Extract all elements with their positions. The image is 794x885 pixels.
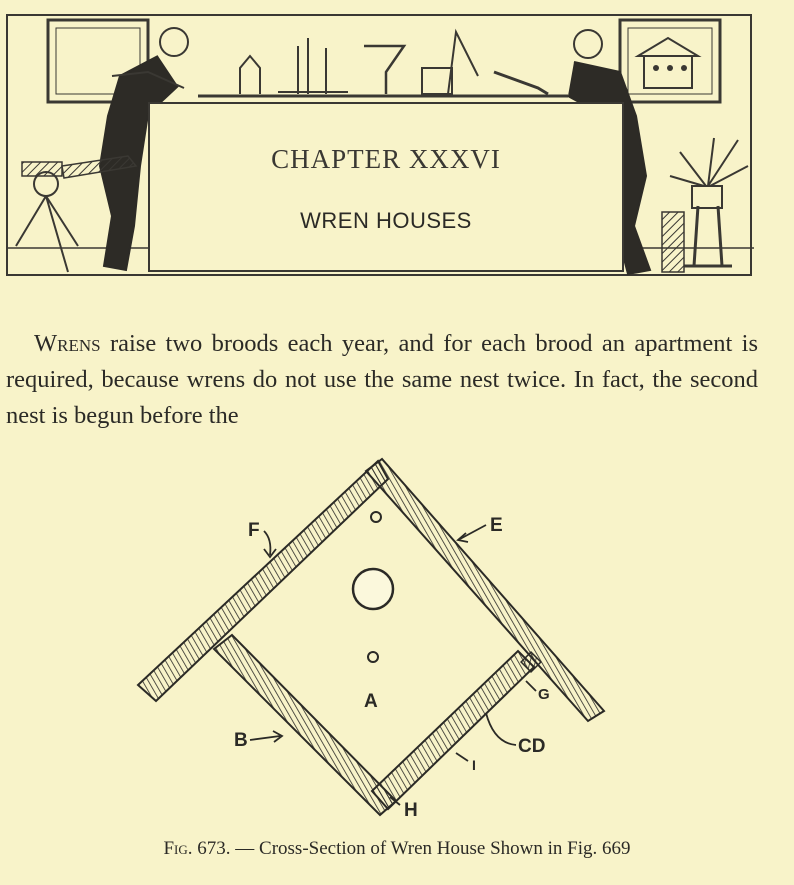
model-cannon-icon	[494, 72, 548, 94]
arrow-e-icon	[460, 525, 486, 539]
model-house-icon	[240, 56, 260, 94]
perch-hole-icon	[368, 652, 378, 662]
chapter-title: WREN HOUSES	[300, 208, 472, 233]
arrow-b-icon	[250, 736, 280, 740]
model-windmill-icon	[364, 46, 404, 94]
label-g: G	[538, 686, 550, 703]
figure-number: Fig. 673.	[163, 838, 231, 859]
arrow-cd-icon	[486, 713, 516, 745]
board-cd	[372, 651, 534, 809]
label-f: F	[248, 520, 260, 541]
chapter-title-box	[148, 102, 624, 272]
label-e: E	[490, 515, 503, 536]
body-paragraph	[6, 326, 758, 434]
lead-word: Wrens	[34, 330, 101, 357]
chapter-header-illustration	[6, 14, 752, 276]
figure-caption-text: — Cross-Section of Wren House Shown in Fig. 669	[230, 838, 631, 859]
figure-caption	[0, 838, 794, 860]
label-b: B	[234, 730, 248, 751]
label-a: A	[364, 691, 378, 712]
board-b	[214, 635, 396, 815]
entrance-hole-icon	[353, 569, 393, 609]
model-ship-icon	[278, 38, 348, 94]
arrow-g-icon	[526, 681, 536, 691]
wren-house-cross-section-figure	[0, 455, 794, 835]
paragraph-text: raise two broods each year, and for each brood an apartment is required, because wrens do not use the same nest twice. In fact, the second nest is begun before the	[6, 330, 758, 429]
label-h: H	[404, 800, 418, 821]
arrow-i-icon	[456, 753, 468, 761]
right-window-icon	[620, 20, 720, 102]
label-i: I	[472, 757, 476, 773]
chapter-number: CHAPTER XXXVI	[271, 144, 501, 174]
label-cd: CD	[518, 736, 546, 757]
vent-hole-icon	[371, 512, 381, 522]
